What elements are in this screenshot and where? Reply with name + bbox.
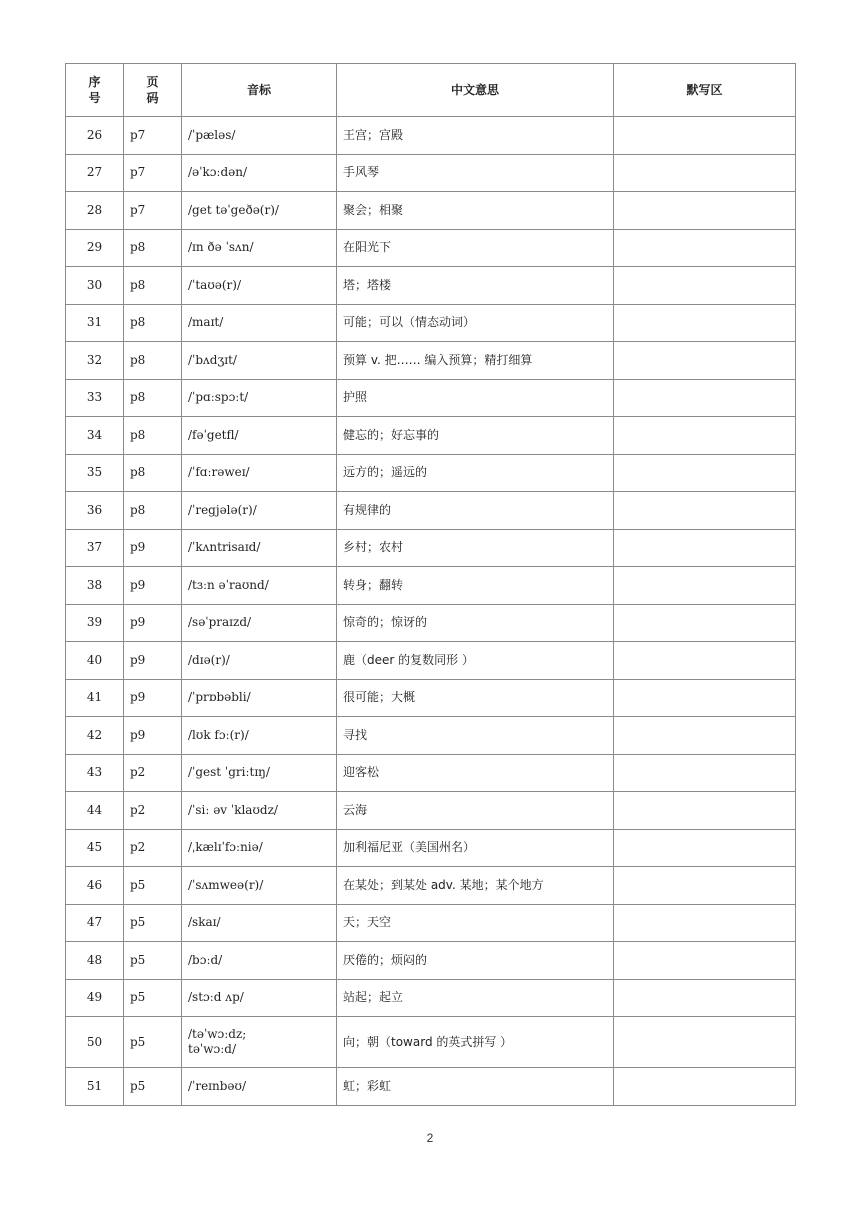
row-page: p9 <box>124 529 182 567</box>
header-index: 序 号 <box>66 64 124 117</box>
row-number: 35 <box>66 454 124 492</box>
row-page: p9 <box>124 679 182 717</box>
row-phonetic: /ˈregjələ(r)/ <box>182 492 337 530</box>
row-dictation-cell[interactable] <box>614 604 796 642</box>
row-meaning: 惊奇的；惊讶的 <box>337 604 614 642</box>
table-row <box>66 979 796 1017</box>
row-number: 33 <box>66 379 124 417</box>
row-meaning: 手风琴 <box>337 154 614 192</box>
row-dictation-cell[interactable] <box>614 529 796 567</box>
table-row <box>66 192 796 230</box>
row-dictation-cell[interactable] <box>614 192 796 230</box>
row-number: 50 <box>66 1017 124 1068</box>
row-phonetic: /fəˈgetfl/ <box>182 417 337 455</box>
row-number: 34 <box>66 417 124 455</box>
row-dictation-cell[interactable] <box>614 942 796 980</box>
row-dictation-cell[interactable] <box>614 117 796 155</box>
table-row <box>66 679 796 717</box>
row-number: 39 <box>66 604 124 642</box>
row-phonetic: /get təˈgeðə(r)/ <box>182 192 337 230</box>
row-phonetic: /ˈtaʊə(r)/ <box>182 267 337 305</box>
row-dictation-cell[interactable] <box>614 304 796 342</box>
row-number: 32 <box>66 342 124 380</box>
page-number: 2 <box>426 1131 434 1145</box>
vocabulary-table <box>65 63 796 1106</box>
row-number: 46 <box>66 867 124 905</box>
row-phonetic: /səˈpraɪzd/ <box>182 604 337 642</box>
row-dictation-cell[interactable] <box>614 754 796 792</box>
row-meaning: 鹿（deer 的复数同形 ） <box>337 642 614 680</box>
row-meaning: 王宫；宫殿 <box>337 117 614 155</box>
row-phonetic: /ˈgest ˈgriːtɪŋ/ <box>182 754 337 792</box>
row-number: 31 <box>66 304 124 342</box>
row-meaning: 虹；彩虹 <box>337 1068 614 1106</box>
row-phonetic: /stɔːd ʌp/ <box>182 979 337 1017</box>
header-phonetic: 音标 <box>182 64 337 117</box>
row-phonetic: /ˈfɑːrəweɪ/ <box>182 454 337 492</box>
row-dictation-cell[interactable] <box>614 979 796 1017</box>
row-phonetic: /lʊk fɔː(r)/ <box>182 717 337 755</box>
row-meaning: 迎客松 <box>337 754 614 792</box>
row-page: p8 <box>124 379 182 417</box>
row-page: p7 <box>124 192 182 230</box>
row-phonetic: /ˈbʌdʒɪt/ <box>182 342 337 380</box>
row-meaning: 健忘的；好忘事的 <box>337 417 614 455</box>
table-row <box>66 417 796 455</box>
table-row <box>66 379 796 417</box>
row-page: p2 <box>124 792 182 830</box>
row-page: p8 <box>124 454 182 492</box>
table-row <box>66 492 796 530</box>
row-dictation-cell[interactable] <box>614 417 796 455</box>
row-phonetic: /ˈkʌntrisaɪd/ <box>182 529 337 567</box>
row-page: p5 <box>124 904 182 942</box>
row-number: 44 <box>66 792 124 830</box>
row-phonetic: /maɪt/ <box>182 304 337 342</box>
row-phonetic: /tɜːn əˈraʊnd/ <box>182 567 337 605</box>
row-page: p2 <box>124 829 182 867</box>
row-number: 41 <box>66 679 124 717</box>
row-phonetic: /ˌkælɪˈfɔːniə/ <box>182 829 337 867</box>
header-meaning: 中文意思 <box>337 64 614 117</box>
table-row <box>66 229 796 267</box>
table-header-row <box>66 64 796 117</box>
row-meaning: 聚会；相聚 <box>337 192 614 230</box>
row-meaning: 厌倦的；烦闷的 <box>337 942 614 980</box>
row-page: p9 <box>124 642 182 680</box>
table-row <box>66 454 796 492</box>
row-number: 48 <box>66 942 124 980</box>
row-meaning: 有规律的 <box>337 492 614 530</box>
table-row <box>66 529 796 567</box>
row-phonetic: /ˈpæləs/ <box>182 117 337 155</box>
table-row <box>66 604 796 642</box>
row-phonetic: /ˈsiː əv ˈklaʊdz/ <box>182 792 337 830</box>
row-dictation-cell[interactable] <box>614 1017 796 1068</box>
row-dictation-cell[interactable] <box>614 717 796 755</box>
row-phonetic: /təˈwɔːdz; təˈwɔːd/ <box>182 1017 337 1068</box>
row-page: p7 <box>124 117 182 155</box>
row-dictation-cell[interactable] <box>614 229 796 267</box>
row-page: p8 <box>124 267 182 305</box>
table-row <box>66 717 796 755</box>
row-dictation-cell[interactable] <box>614 642 796 680</box>
row-number: 38 <box>66 567 124 605</box>
row-meaning: 预算 v. 把…… 编入预算；精打细算 <box>337 342 614 380</box>
header-page: 页 码 <box>124 64 182 117</box>
row-page: p9 <box>124 567 182 605</box>
row-phonetic: /ˈprɒbəbli/ <box>182 679 337 717</box>
row-page: p8 <box>124 342 182 380</box>
row-phonetic: /ˈsʌmweə(r)/ <box>182 867 337 905</box>
row-number: 45 <box>66 829 124 867</box>
table-row <box>66 267 796 305</box>
row-page: p7 <box>124 154 182 192</box>
row-number: 26 <box>66 117 124 155</box>
row-dictation-cell[interactable] <box>614 454 796 492</box>
row-number: 36 <box>66 492 124 530</box>
row-phonetic: /ɪn ðə ˈsʌn/ <box>182 229 337 267</box>
row-number: 37 <box>66 529 124 567</box>
row-dictation-cell[interactable] <box>614 379 796 417</box>
row-dictation-cell[interactable] <box>614 567 796 605</box>
row-page: p5 <box>124 1068 182 1106</box>
table-row <box>66 642 796 680</box>
row-dictation-cell[interactable] <box>614 904 796 942</box>
row-number: 30 <box>66 267 124 305</box>
row-page: p5 <box>124 942 182 980</box>
row-number: 42 <box>66 717 124 755</box>
row-dictation-cell[interactable] <box>614 154 796 192</box>
row-meaning: 在阳光下 <box>337 229 614 267</box>
table-row <box>66 567 796 605</box>
row-page: p8 <box>124 229 182 267</box>
row-meaning: 乡村；农村 <box>337 529 614 567</box>
row-page: p8 <box>124 417 182 455</box>
row-dictation-cell[interactable] <box>614 679 796 717</box>
row-meaning: 塔；塔楼 <box>337 267 614 305</box>
row-dictation-cell[interactable] <box>614 1068 796 1106</box>
row-meaning: 云海 <box>337 792 614 830</box>
row-phonetic: /ˈreɪnbəʊ/ <box>182 1068 337 1106</box>
row-dictation-cell[interactable] <box>614 492 796 530</box>
table-row <box>66 1017 796 1068</box>
row-number: 29 <box>66 229 124 267</box>
row-page: p2 <box>124 754 182 792</box>
row-dictation-cell[interactable] <box>614 267 796 305</box>
row-meaning: 站起；起立 <box>337 979 614 1017</box>
row-dictation-cell[interactable] <box>614 342 796 380</box>
row-number: 27 <box>66 154 124 192</box>
row-meaning: 很可能；大概 <box>337 679 614 717</box>
row-dictation-cell[interactable] <box>614 867 796 905</box>
row-number: 40 <box>66 642 124 680</box>
row-meaning: 向；朝（toward 的英式拼写 ） <box>337 1017 614 1068</box>
row-number: 28 <box>66 192 124 230</box>
row-number: 47 <box>66 904 124 942</box>
row-phonetic: /bɔːd/ <box>182 942 337 980</box>
row-page: p5 <box>124 867 182 905</box>
row-number: 43 <box>66 754 124 792</box>
table-row <box>66 754 796 792</box>
table-row <box>66 904 796 942</box>
row-phonetic: /ˈpɑːspɔːt/ <box>182 379 337 417</box>
row-meaning: 天；天空 <box>337 904 614 942</box>
row-page: p8 <box>124 304 182 342</box>
row-page: p8 <box>124 492 182 530</box>
row-phonetic: /skaɪ/ <box>182 904 337 942</box>
header-dictation: 默写区 <box>614 64 796 117</box>
table-row <box>66 304 796 342</box>
table-row <box>66 942 796 980</box>
row-dictation-cell[interactable] <box>614 792 796 830</box>
row-number: 49 <box>66 979 124 1017</box>
row-meaning: 护照 <box>337 379 614 417</box>
row-page: p5 <box>124 979 182 1017</box>
row-meaning: 可能；可以（情态动词） <box>337 304 614 342</box>
row-meaning: 转身；翻转 <box>337 567 614 605</box>
row-meaning: 远方的；遥远的 <box>337 454 614 492</box>
table-row <box>66 342 796 380</box>
row-meaning: 寻找 <box>337 717 614 755</box>
table-row <box>66 792 796 830</box>
table-row <box>66 117 796 155</box>
table-row <box>66 1068 796 1106</box>
row-page: p5 <box>124 1017 182 1068</box>
row-phonetic: /əˈkɔːdən/ <box>182 154 337 192</box>
row-page: p9 <box>124 717 182 755</box>
table-row <box>66 867 796 905</box>
table-row <box>66 154 796 192</box>
row-dictation-cell[interactable] <box>614 829 796 867</box>
row-number: 51 <box>66 1068 124 1106</box>
row-meaning: 在某处；到某处 adv. 某地；某个地方 <box>337 867 614 905</box>
table-row <box>66 829 796 867</box>
row-meaning: 加利福尼亚（美国州名） <box>337 829 614 867</box>
row-page: p9 <box>124 604 182 642</box>
row-phonetic: /dɪə(r)/ <box>182 642 337 680</box>
